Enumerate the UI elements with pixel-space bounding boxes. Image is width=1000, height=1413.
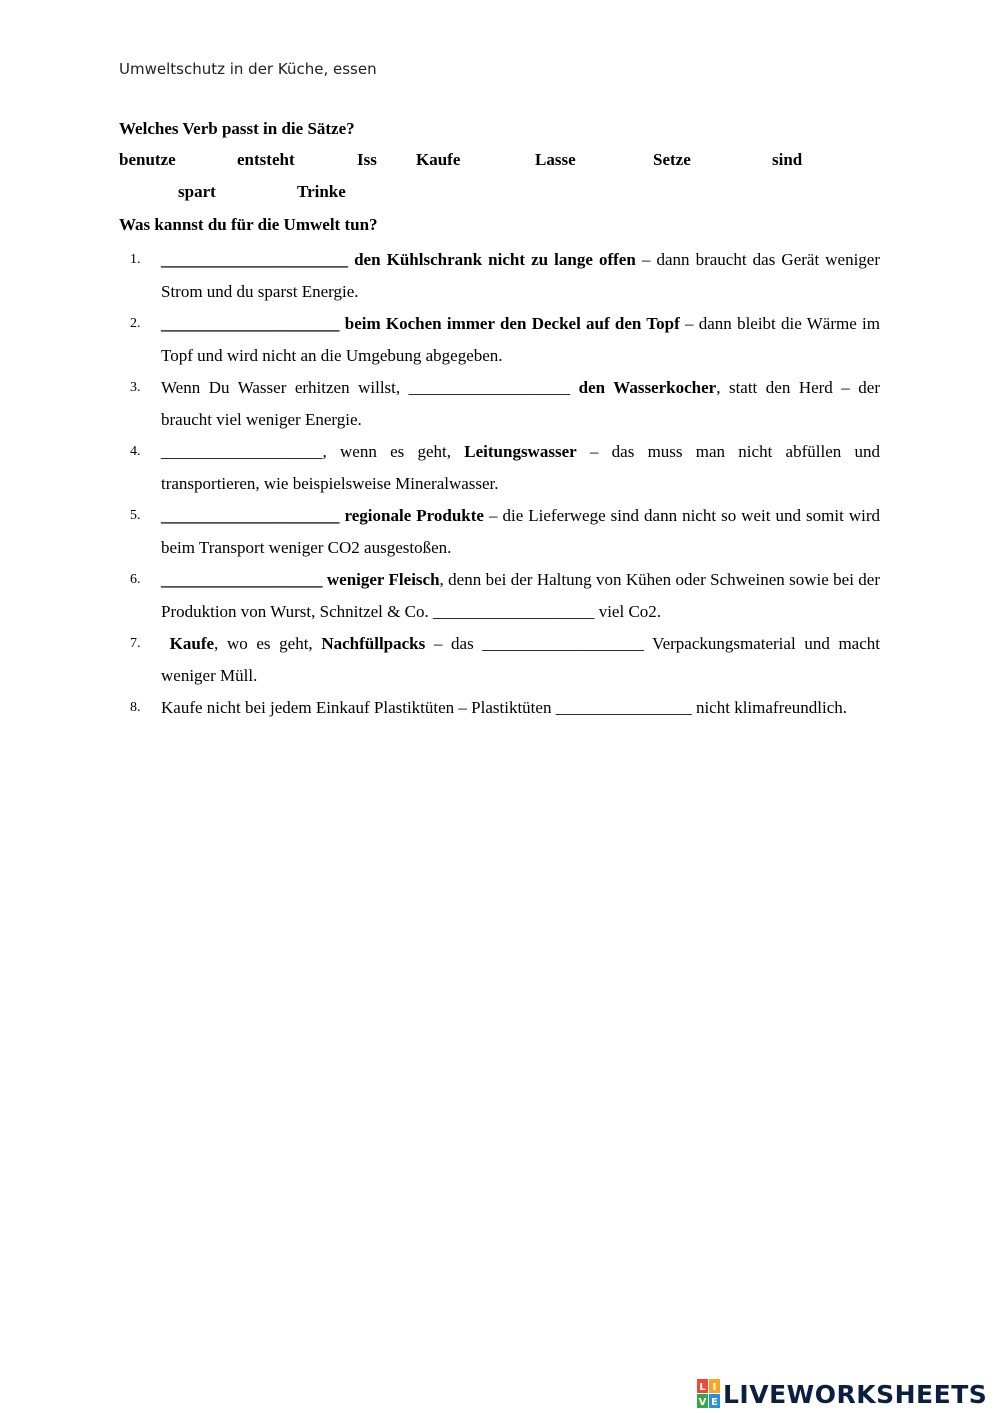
item-rest-text: – das: [425, 634, 483, 653]
question-environment-heading: Was kannst du für die Umwelt tun?: [119, 215, 378, 234]
item-bold-text: Nachfüllpacks: [321, 634, 426, 653]
item-mid-text: , wo es geht,: [214, 634, 322, 653]
answer-blank[interactable]: ___________________: [432, 602, 595, 621]
item-number: 2.: [130, 316, 141, 331]
word-bank-item: Iss: [357, 150, 377, 169]
exercise-item: [130, 500, 880, 564]
item-text: [161, 244, 880, 308]
item-pre-text: Kaufe nicht bei jedem Einkauf Plastiktüten – Plastiktüten: [161, 698, 556, 717]
exercise-item: [130, 436, 880, 500]
word-bank-item: Lasse: [535, 150, 576, 169]
word-bank-item: benutze: [119, 150, 176, 169]
item-number: 5.: [130, 508, 141, 523]
item-rest-text: – dann braucht das Gerät weniger Strom und du sparst Energie.: [161, 250, 881, 301]
item-text: [161, 308, 880, 372]
item-text: [161, 500, 880, 564]
item-bold-text: Kaufe: [169, 634, 215, 653]
liveworksheets-logo: [697, 1376, 987, 1412]
item-number: 1.: [130, 252, 141, 267]
word-bank: [0, 150, 1000, 210]
word-bank-item: entsteht: [237, 150, 295, 169]
answer-blank[interactable]: ___________________: [161, 442, 323, 461]
item-text: [161, 436, 880, 500]
exercise-item: [130, 372, 880, 436]
liveworksheets-logo-text: LIVEWORKSHEETS: [723, 1379, 988, 1409]
word-bank-item: spart: [178, 182, 216, 201]
answer-blank[interactable]: ___________________: [482, 634, 644, 653]
item-tail-text: Verpackungsmaterial und macht weniger Müll.: [161, 634, 880, 685]
item-pre-text: Wenn Du Wasser erhitzen willst,: [161, 378, 409, 397]
liveworksheets-icon: [697, 1379, 721, 1409]
item-rest-text: – dann bleibt die Wärme im Topf und wird nicht an die Umgebung abgegeben.: [161, 314, 880, 365]
item-bold-text: beim Kochen immer den Deckel auf den Topf: [339, 314, 680, 333]
item-rest-text: – die Lieferwege sind dann nicht so weit und somit wird beim Transport weniger CO2 ausgestoßen.: [161, 506, 880, 557]
svg-text:V: V: [698, 1397, 707, 1408]
svg-text:I: I: [712, 1382, 717, 1393]
exercise-item: [130, 244, 880, 308]
answer-blank[interactable]: ______________________: [161, 250, 348, 269]
exercise-item: [130, 308, 880, 372]
item-rest-text: , denn bei der Haltung von Kühen oder Schweinen sowie bei der Produktion von Wurst, Schnitzel & Co.: [161, 570, 881, 621]
item-number: 8.: [130, 700, 141, 715]
item-number: 6.: [130, 572, 141, 587]
svg-text:L: L: [699, 1382, 706, 1393]
exercise-item: [130, 628, 880, 692]
item-text: [161, 372, 880, 436]
answer-blank[interactable]: ___________________: [161, 570, 323, 589]
word-bank-item: Kaufe: [416, 150, 461, 169]
answer-blank[interactable]: _____________________: [161, 314, 340, 333]
item-number: 3.: [130, 380, 141, 395]
item-text: [161, 628, 880, 692]
item-tail-text: viel Co2.: [594, 602, 662, 621]
item-text: [161, 692, 880, 724]
exercise-item: [130, 692, 880, 724]
item-bold-text: den Kühlschrank nicht zu lange offen: [348, 250, 636, 269]
item-bold-text: den Wasserkocher: [570, 378, 717, 397]
word-bank-item: sind: [772, 150, 803, 169]
item-bold-text: regionale Produkte: [339, 506, 484, 525]
page-header-title: Umweltschutz in der Küche, essen: [119, 60, 377, 78]
item-tail-text: nicht klimafreundlich.: [691, 698, 848, 717]
question-verb-heading: Welches Verb passt in die Sätze?: [119, 119, 355, 138]
exercise-item: [130, 564, 880, 628]
svg-text:E: E: [711, 1397, 718, 1408]
answer-blank[interactable]: ___________________: [408, 378, 571, 397]
item-number: 7.: [130, 636, 141, 651]
item-rest-text: – das muss man nicht abfüllen und transportieren, wie beispielsweise Mineralwasser.: [161, 442, 880, 493]
item-bold-text: Leitungswasser: [464, 442, 577, 461]
exercise-list: [130, 244, 880, 724]
word-bank-item: Setze: [653, 150, 691, 169]
item-mid-text: , wenn es geht,: [322, 442, 465, 461]
item-number: 4.: [130, 444, 141, 459]
word-bank-item: Trinke: [297, 182, 346, 201]
item-text: [161, 564, 880, 628]
item-rest-text: , statt den Herd – der braucht viel weniger Energie.: [161, 378, 880, 429]
answer-blank[interactable]: ________________: [555, 698, 692, 717]
answer-blank[interactable]: _____________________: [161, 506, 340, 525]
item-bold-text: weniger Fleisch: [322, 570, 440, 589]
